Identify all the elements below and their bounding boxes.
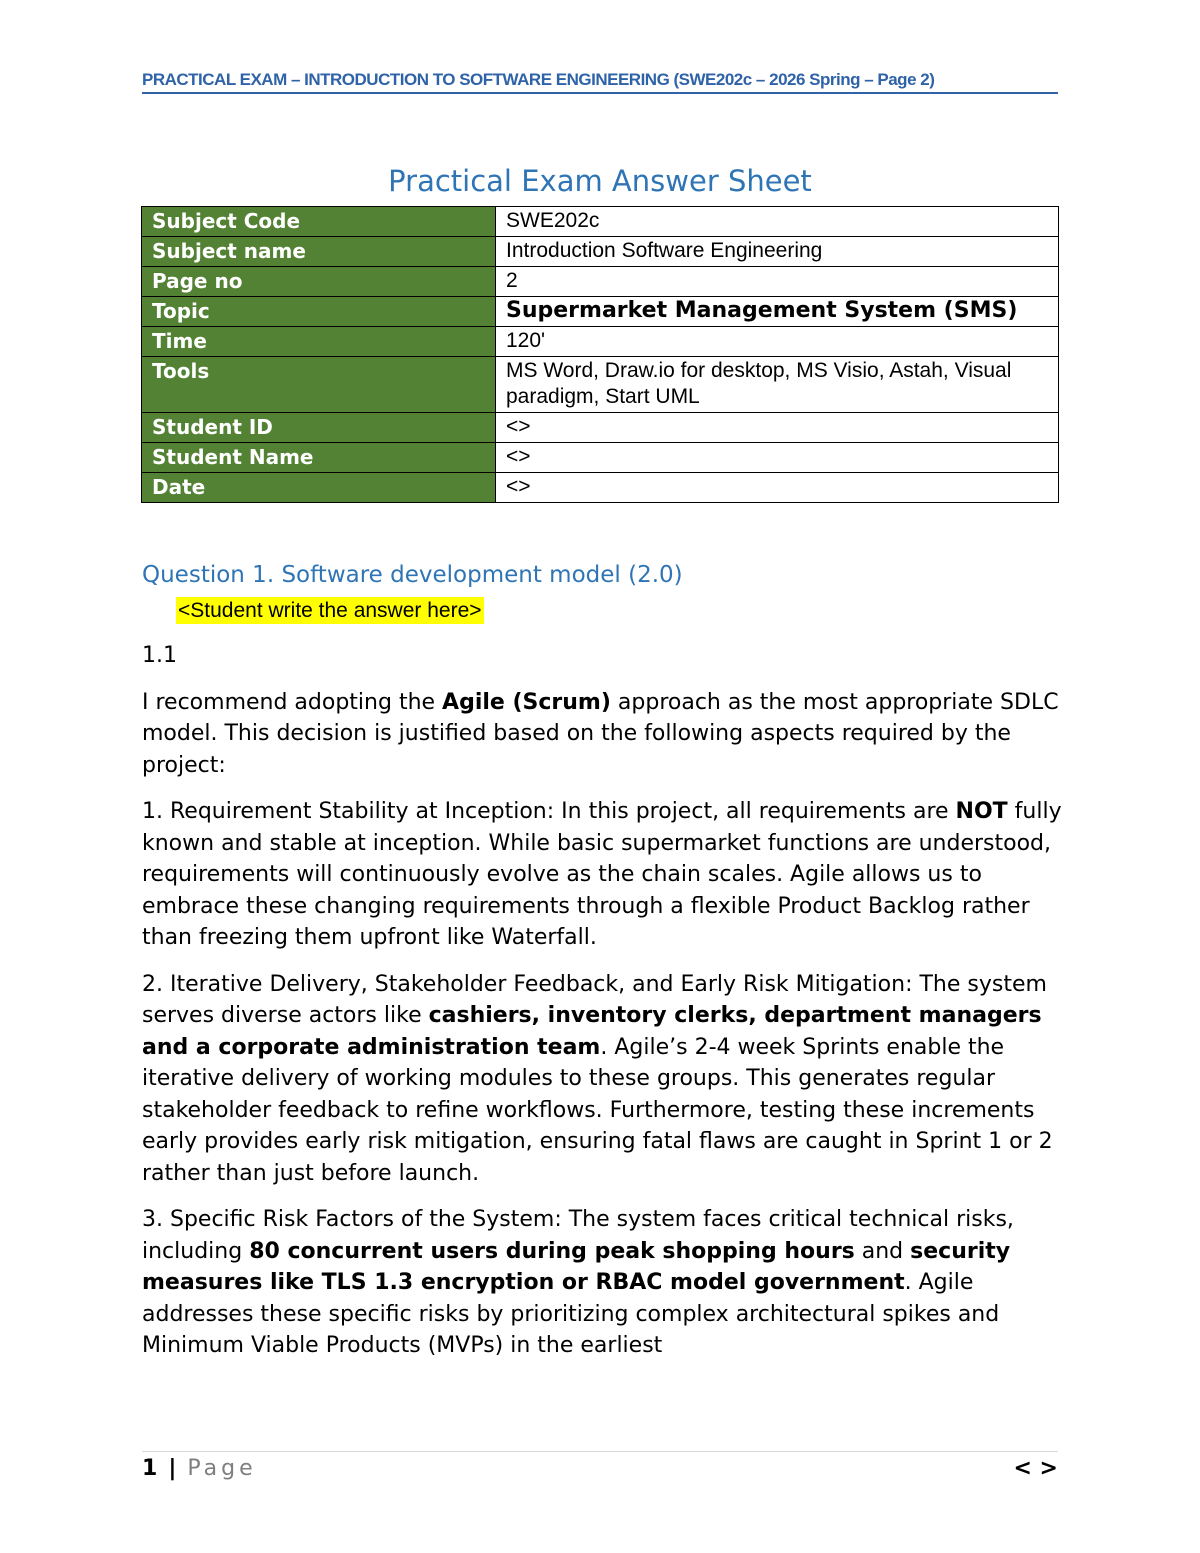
row-label: Topic (142, 297, 496, 327)
footer-right-placeholder: < > (1013, 1456, 1058, 1481)
subject-code-value: SWE202c (496, 207, 1059, 237)
footer-divider (142, 1451, 1058, 1452)
student-id-value: <> (496, 413, 1059, 443)
table-row (142, 413, 1059, 443)
time-value: 120' (496, 327, 1059, 357)
answer-hint-highlight: <Student write the answer here> (178, 599, 482, 622)
footer-separator: | (168, 1456, 177, 1481)
paragraph-intro: I recommend adopting the Agile (Scrum) approach as the most appropriate SDLC model. This decision is justified based on the following aspects required by the project: (142, 689, 1059, 778)
document-title: Practical Exam Answer Sheet (388, 164, 812, 198)
row-label: Page no (142, 267, 496, 297)
row-label: Tools (142, 357, 496, 413)
exam-info-table (141, 206, 1059, 503)
table-row (142, 237, 1059, 267)
table-row (142, 207, 1059, 237)
section-number: 1.1 (142, 643, 177, 668)
student-name-value: <> (496, 443, 1059, 473)
page-no-value: 2 (496, 267, 1059, 297)
footer-page-indicator (142, 1456, 257, 1481)
table-row (142, 327, 1059, 357)
table-row (142, 297, 1059, 327)
table-row (142, 473, 1059, 503)
row-label: Subject Code (142, 207, 496, 237)
table-row (142, 443, 1059, 473)
row-label: Student Name (142, 443, 496, 473)
question-1-heading: Question 1. Software development model (2.0) (142, 562, 683, 588)
row-label: Subject name (142, 237, 496, 267)
answer-body (142, 640, 1062, 1377)
subject-name-value: Introduction Software Engineering (496, 237, 1059, 267)
page-header: PRACTICAL EXAM – INTRODUCTION TO SOFTWARE ENGINEERING (SWE202c – 2026 Spring – Page 2) (142, 70, 1058, 94)
footer-page-number: 1 (142, 1456, 158, 1481)
table-row (142, 357, 1059, 413)
topic-value: Supermarket Management System (SMS) (496, 297, 1059, 327)
table-row (142, 267, 1059, 297)
paragraph-point-1: 1. Requirement Stability at Inception: In this project, all requirements are NOT fully known and stable at inception. While basic supermarket functions are understood, requirements will continuously evolve as the chain scales. Agile allows us to embrace these changing requirements through a flexible Product Backlog rather than freezing them upfront like Waterfall. (142, 799, 1062, 950)
row-label: Time (142, 327, 496, 357)
row-label: Date (142, 473, 496, 503)
row-label: Student ID (142, 413, 496, 443)
date-value: <> (496, 473, 1059, 503)
footer-page-word: Page (187, 1456, 257, 1481)
tools-value: MS Word, Draw.io for desktop, MS Visio, Astah, Visual paradigm, Start UML (496, 357, 1059, 413)
paragraph-point-3: 3. Specific Risk Factors of the System: The system faces critical technical risks, including 80 concurrent users during peak shopping hours and security measures like TLS 1.3 encryption or RBAC model government. Agile addresses these specific risks by prioritizing complex architectural spikes and Minimum Viable Products (MVPs) in the earliest (142, 1207, 1014, 1358)
paragraph-point-2: 2. Iterative Delivery, Stakeholder Feedback, and Early Risk Mitigation: The system serves diverse actors like cashiers, inventory clerks, department managers and a corporate administration team. Agile’s 2-4 week Sprints enable the iterative delivery of working modules to these groups. This generates regular stakeholder feedback to refine workflows. Furthermore, testing these increments early provides early risk mitigation, ensuring fatal flaws are caught in Sprint 1 or 2 rather than just before launch. (142, 971, 1053, 1186)
